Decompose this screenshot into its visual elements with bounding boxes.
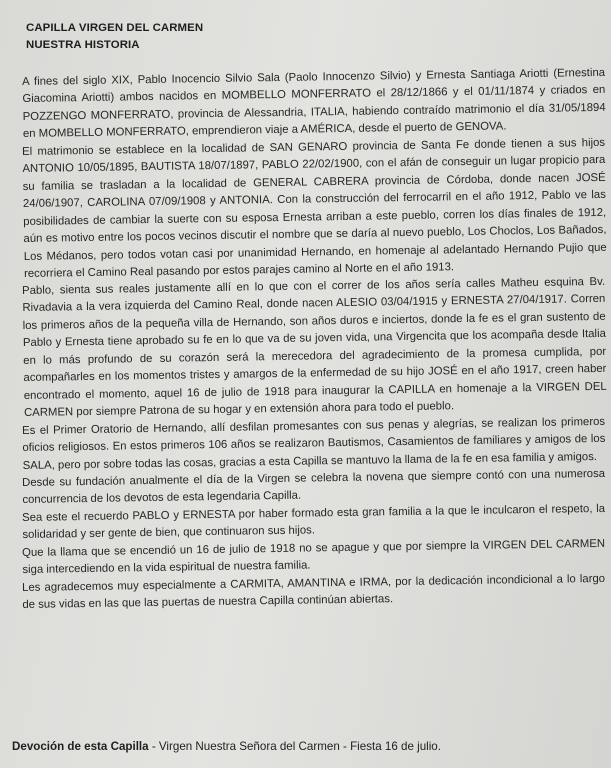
paragraph-settlement: Pablo, sienta sus reales justamente allí en lo que con el correr de los años sería calles Matheu esquina Bv. Rivadavia a la vera izquierda del Camino Real, donde nacen ALESIO 03/04/1915 y ERNESTA 27/04/1917. Corren los primeros años de la pequeña villa de Hernando, son años duros e inciertos, donde la fe es el gran sustento de Pablo y Ernesta tiene aprobado su fe en lo que va de su joven vida, una Virgencita que los acompaña desde Italia en lo más profundo de su corazón será la merecedora del agradecimiento de la promesa cumplida, por acompañarles en los momentos tristes y amargos de la enfermedad de su hijo JOSÉ en el año 1917, creen haber encontrado el momento, aquel 16 de julio de 1918 para inaugurar la CAPILLA en homenaje a la VIRGEN DEL CARMEN por siempre Patrona de su hogar y en extensión ahora para todo el pueblo.: [22, 276, 607, 420]
paragraph-flame: Que la llama que se encendió un 16 de julio de 1918 no se apague y que por siempre la VIRGEN DEL CARMEN siga intercediendo en la vida espiritual de nuestra familia.: [22, 538, 606, 577]
paragraph-origins: A fines del siglo XIX, Pablo Inocencio Silvio Sala (Paolo Innocenzo Silvio) y Ernesta Santiaga Ariotti (Ernestina Giacomina Ariotti) ambos nacidos en MOMBELLO MONFERRATO el 28/12/1866 y el 01/11/1874 y criados en POZZENGO MONFERRATO, provincia de Alessandria, ITALIA, habiendo contraído matrimonio el día 31/05/1894 en MOMBELLO MONFERRATO, emprendieron viaje a AMÉRICA, desde el puerto de GENOVA.: [22, 66, 606, 141]
paragraph-marriage: El matrimonio se establece en la localidad de SAN GENARO provincia de Santa Fe donde tienen a sus hijos ANTONIO 10/05/1895, BAUTISTA 18/07/1897, PABLO 22/02/1900, con el afán de conseguir un lugar propicio para su familia se trasladan a la localidad de GENERAL CABRERA provincia de Córdoba, donde nacen JOSÉ 24/06/1907, CAROLINA 07/09/1908 y ANTONIA. Con la construcción del ferrocarril en el año 1912, Pablo ve las posibilidades de cambiar la suerte con su esposa Ernesta arriban a este pueblo, corren los días finales de 1912, aún es motivo entre los pocos vecinos discutir el nombre que se daría al nuevo pueblo, Los Choclos, Los Bañados, Los Médanos, pero todos votan casi por unanimidad Hernando, en homenaje al adelantado Hernando Pujio que recorriera el Camino Real pasando por estos parajes camino al Norte en el año 1913.: [22, 136, 607, 280]
document-heading: [26, 20, 605, 54]
paragraph-novena: Desde su fundación anualmente el día de la Virgen se celebra la novena que siempre contó con una numerosa concurrencia de los devotos de esta legendaria Capilla.: [22, 468, 606, 507]
devotion-footer: [12, 740, 441, 753]
history-body: [22, 66, 607, 615]
paragraph-remembrance: Sea este el recuerdo PABLO y ERNESTA por haber formado esta gran familia a la que le inculcaron el respeto, la solidaridad y ser gente de bien, que continuaron sus hijos.: [22, 503, 606, 542]
devotion-label: Devoción de esta Capilla: [12, 740, 149, 753]
paragraph-thanks: Les agradecemos muy especialmente a CARMITA, AMANTINA e IRMA, por la dedicación incondicional a lo largo de sus vidas en las que las puertas de nuestra Capilla continúan abiertas.: [22, 572, 606, 612]
chapel-title: CAPILLA VIRGEN DEL CARMEN: [26, 22, 204, 34]
history-subtitle: NUESTRA HISTORIA: [26, 39, 140, 51]
paragraph-oratory: Es el Primer Oratorio de Hernando, allí desfilan promesantes con sus penas y alegrías, se realizan los primeros oficios religiosos. En estos primeros 106 años se realizaron Bautismos, Casamientos de familiares y amigos de los SALA, pero por sobre todas las cosas, gracias a esta Capilla se mantuvo la llama de la fe en esa familia y amigos.: [22, 415, 606, 472]
devotion-details: - Virgen Nuestra Señora del Carmen - Fiesta 16 de julio.: [148, 740, 441, 753]
